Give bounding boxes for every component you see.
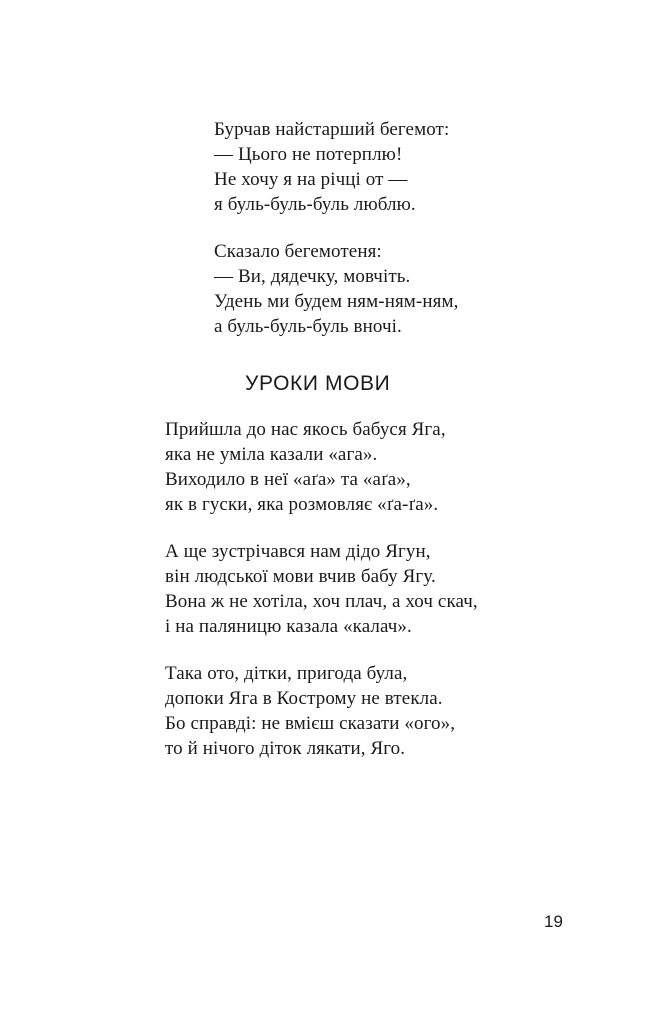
poem-line: Бо справді: не вмієш сказати «ого», — [165, 713, 456, 734]
poem-line: я буль-буль-буль люблю. — [214, 194, 416, 215]
poem-line: допоки Яга в Кострому не втекла. — [165, 688, 443, 709]
poem-line: то й нічого діток лякати, Яго. — [165, 738, 406, 759]
poem-line: Не хочу я на річці от — — [214, 169, 408, 190]
poem-line: Сказало бегемотеня: — [214, 241, 382, 262]
poem-line: Удень ми будем ням-ням-ням, — [214, 291, 459, 312]
poem-line: Виходило в неї «аґа» та «аґа», — [165, 469, 411, 490]
poem-line: а буль-буль-буль вночі. — [214, 316, 402, 337]
poem-line: як в гуски, яка розмовляє «ґа-ґа». — [165, 494, 439, 515]
poem-line: Прийшла до нас якось бабуся Яга, — [165, 419, 446, 440]
poem-title: УРОКИ МОВИ — [245, 372, 391, 395]
poem-line: він людської мови вчив бабу Ягу. — [165, 566, 436, 587]
poem-line: і на паляницю казала «калач». — [165, 616, 412, 637]
poem-line: Така ото, дітки, пригода була, — [165, 663, 408, 684]
poem-hippos — [214, 117, 458, 339]
poem-line: яка не уміла казали «ага». — [165, 444, 378, 465]
poem-line: — Ви, дядечку, мовчіть. — [214, 266, 411, 287]
stanza-gap — [214, 217, 458, 239]
poem-language-lessons — [165, 417, 478, 761]
page-number: 19 — [544, 912, 563, 931]
stanza-gap — [165, 517, 478, 539]
stanza-gap — [165, 639, 478, 661]
poem-line: Вона ж не хотіла, хоч плач, а хоч скач, — [165, 591, 478, 612]
poem-line: А ще зустрічався нам дідо Ягун, — [165, 541, 431, 562]
poem-line: Бурчав найстарший бегемот: — [214, 119, 450, 140]
poem-line: — Цього не потерплю! — [214, 144, 403, 165]
